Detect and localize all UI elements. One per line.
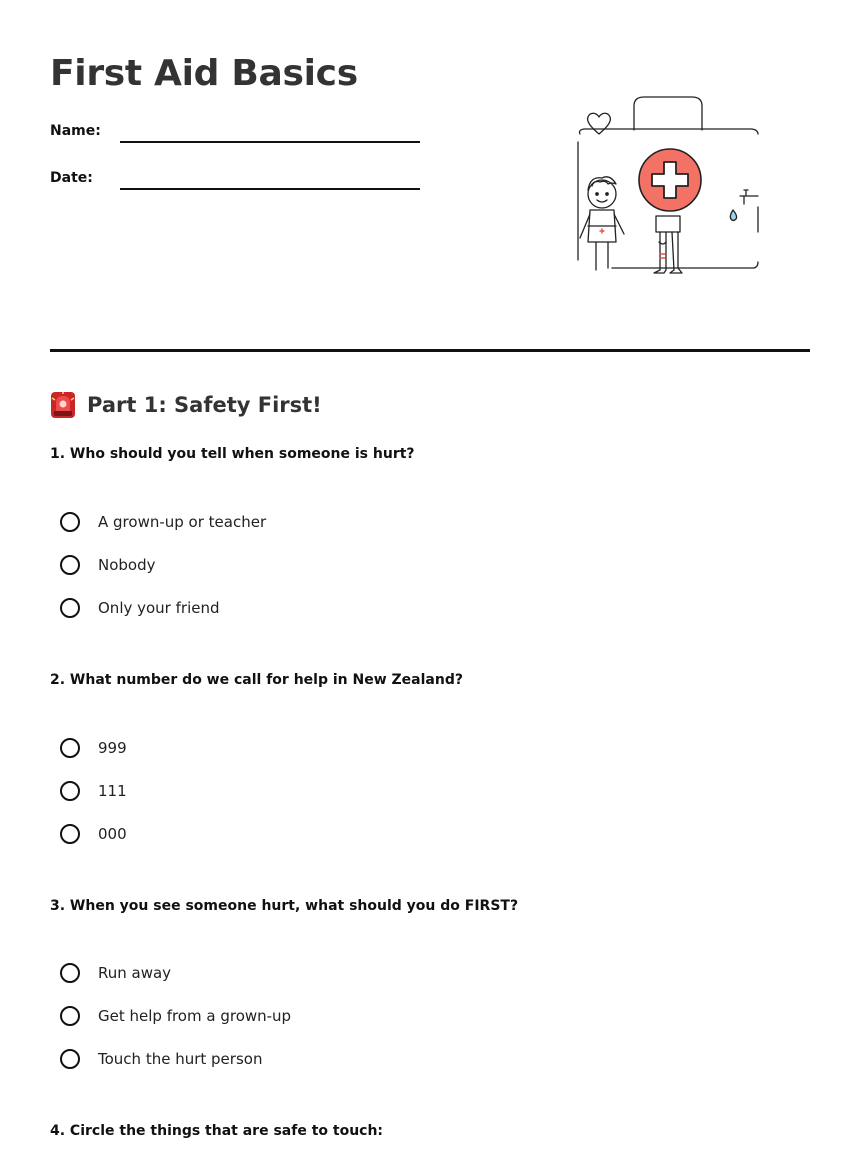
option-label: 999 — [98, 739, 127, 757]
radio-circle[interactable] — [60, 963, 80, 983]
heart-icon — [588, 113, 611, 134]
radio-circle[interactable] — [60, 1006, 80, 1026]
section-title: Part 1: Safety First! — [87, 393, 322, 417]
option-label: Nobody — [98, 556, 156, 574]
question-4-text: 4. Circle the things that are safe to touch: — [50, 1123, 384, 1139]
radio-circle[interactable] — [60, 598, 80, 618]
name-write-line[interactable] — [120, 141, 420, 143]
page-title: First Aid Basics — [50, 53, 358, 94]
option-label: Get help from a grown-up — [98, 1007, 292, 1025]
question-3-text: 3. When you see someone hurt, what should you do FIRST? — [50, 898, 519, 914]
date-write-line[interactable] — [120, 188, 420, 190]
question-1-text: 1. Who should you tell when someone is hurt? — [50, 446, 415, 462]
radio-circle[interactable] — [60, 555, 80, 575]
name-label: Name: — [50, 123, 101, 139]
option-label: 000 — [98, 825, 127, 843]
radio-circle[interactable] — [60, 781, 80, 801]
radio-circle[interactable] — [60, 512, 80, 532]
radio-circle[interactable] — [60, 738, 80, 758]
option-label: 111 — [98, 782, 127, 800]
section-divider — [50, 349, 810, 352]
date-label: Date: — [50, 170, 93, 186]
option-label: Only your friend — [98, 599, 220, 617]
radio-circle[interactable] — [60, 824, 80, 844]
option-label: A grown-up or teacher — [98, 513, 267, 531]
rotating-light-icon — [50, 391, 76, 419]
radio-circle[interactable] — [60, 1049, 80, 1069]
option-label: Touch the hurt person — [98, 1050, 263, 1068]
first-aid-illustration — [572, 92, 764, 282]
option-label: Run away — [98, 964, 172, 982]
question-2-text: 2. What number do we call for help in New Zealand? — [50, 672, 463, 688]
